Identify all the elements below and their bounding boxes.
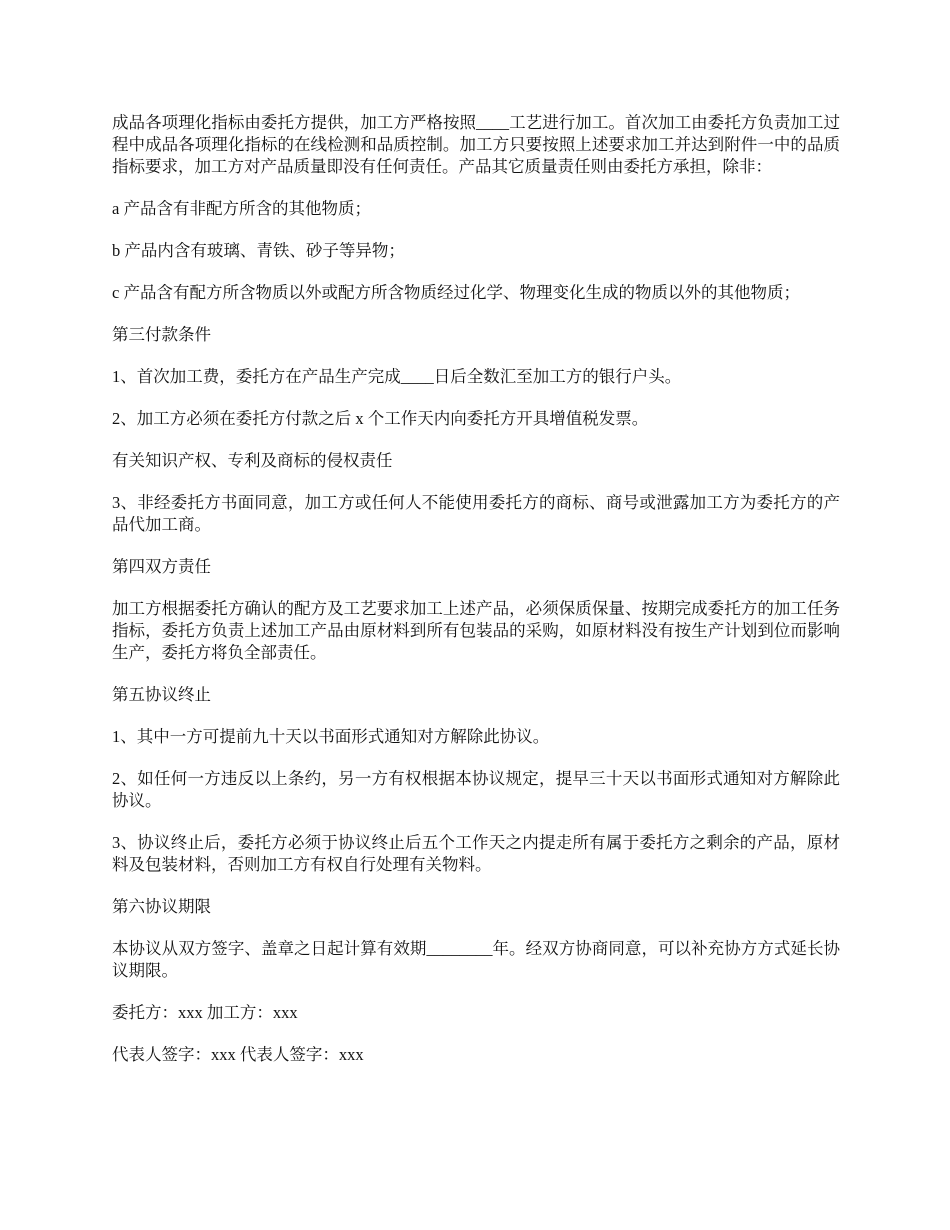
- signature-line: 代表人签字：xxx 代表人签字：xxx: [112, 1045, 364, 1064]
- section-heading-payment: 第三付款条件: [112, 325, 211, 344]
- paragraph-term: 本协议从双方签字、盖章之日起计算有效期________年。经双方协商同意，可以补充协方方式延长协议期限。: [112, 939, 840, 980]
- paragraph-payment-1: 1、首次加工费，委托方在产品生产完成____日后全数汇至加工方的银行户头。: [112, 367, 682, 386]
- section-heading-responsibilities: 第四双方责任: [112, 557, 211, 576]
- paragraph-termination-3: 3、协议终止后，委托方必须于协议终止后五个工作天之内提走所有属于委托方之剩余的产品，原材料及包装材料，否则加工方有权自行处理有关物料。: [112, 833, 840, 874]
- paragraph-ip-3: 3、非经委托方书面同意，加工方或任何人不能使用委托方的商标、商号或泄露加工方为委托方的产品代加工商。: [112, 493, 840, 534]
- section-heading-term: 第六协议期限: [112, 897, 211, 916]
- section-heading-termination: 第五协议终止: [112, 685, 211, 704]
- paragraph-exception-b: b 产品内含有玻璃、青铁、砂子等异物；: [112, 241, 405, 260]
- paragraph-exception-c: c 产品含有配方所含物质以外或配方所含物质经过化学、物理变化生成的物质以外的其他物质；: [112, 283, 800, 302]
- paragraph-termination-1: 1、其中一方可提前九十天以书面形式通知对方解除此协议。: [112, 727, 550, 746]
- paragraph-exception-a: a 产品含有非配方所含的其他物质；: [112, 199, 371, 218]
- parties-line: 委托方：xxx 加工方：xxx: [112, 1003, 298, 1022]
- paragraph-termination-2: 2、如任何一方违反以上条约，另一方有权根据本协议规定，提早三十天以书面形式通知对方解除此协议。: [112, 769, 840, 810]
- paragraph-payment-2: 2、加工方必须在委托方付款之后 x 个工作天内向委托方开具增值税发票。: [112, 409, 649, 428]
- document-body: [112, 112, 840, 1066]
- section-heading-ip: 有关知识产权、专利及商标的侵权责任: [112, 451, 393, 470]
- paragraph-quality-responsibility: 成品各项理化指标由委托方提供，加工方严格按照____工艺进行加工。首次加工由委托方负责加工过程中成品各项理化指标的在线检测和品质控制。加工方只要按照上述要求加工并达到附件一中的品质指标要求，加工方对产品质量即没有任何责任。产品其它质量责任则由委托方承担，除非：: [112, 113, 840, 176]
- paragraph-responsibilities: 加工方根据委托方确认的配方及工艺要求加工上述产品，必须保质保量、按期完成委托方的加工任务指标，委托方负责上述加工产品由原材料到所有包装品的采购，如原材料没有按生产计划到位而影响生产，委托方将负全部责任。: [112, 599, 840, 662]
